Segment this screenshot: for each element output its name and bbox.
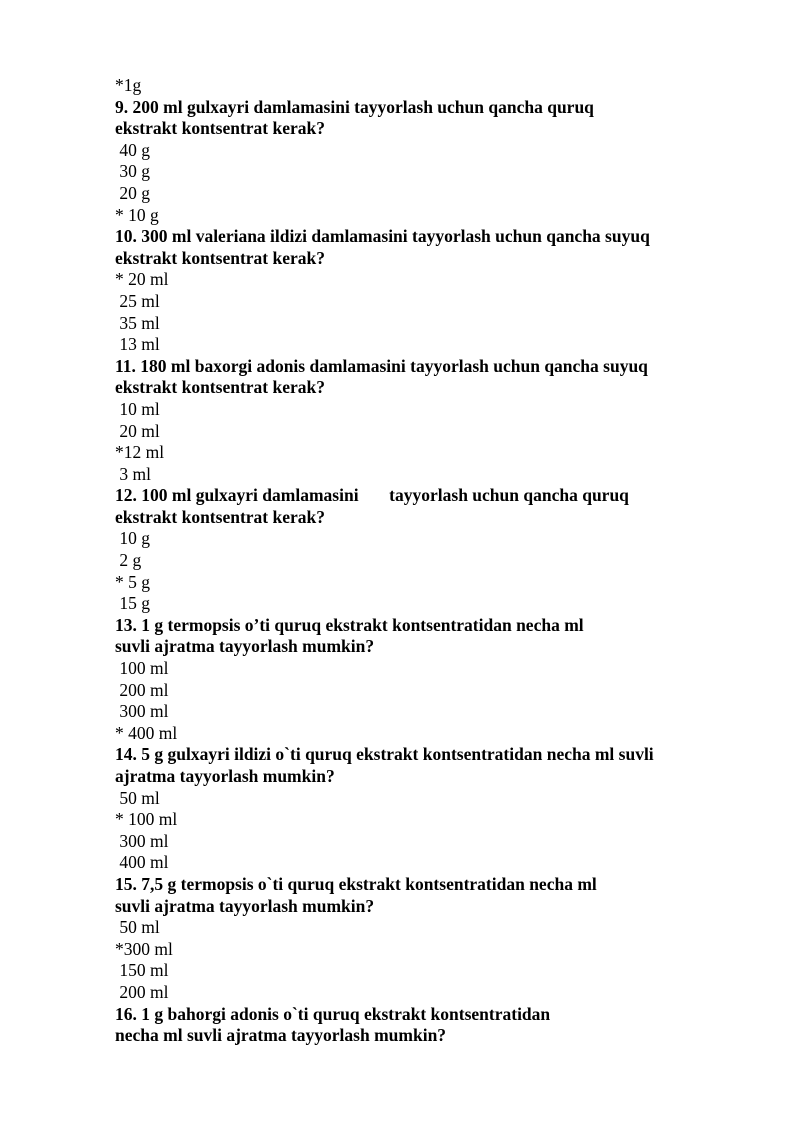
answer-option: 300 ml (115, 701, 169, 722)
question-text: ekstrakt kontsentrat kerak? (115, 377, 325, 398)
answer-option: 35 ml (115, 312, 160, 333)
answer-option: 200 ml (115, 981, 169, 1002)
question-text: ekstrakt kontsentrat kerak? (115, 118, 325, 139)
answer-option: 25 ml (115, 290, 160, 311)
answer-option: 10 ml (115, 398, 160, 419)
question-text: 11. 180 ml baxorgi adonis damlamasini tayyorlash uchun qancha suyuq (115, 355, 648, 376)
answer-option-correct: * 100 ml (115, 809, 178, 830)
answer-option: 40 g (115, 139, 150, 160)
answer-option: 13 ml (115, 334, 160, 355)
question-text: 9. 200 ml gulxayri damlamasini tayyorlash uchun qancha quruq (115, 96, 594, 117)
question-15 (115, 874, 715, 1004)
question-text: ekstrakt kontsentrat kerak? (115, 506, 325, 527)
question-text: 10. 300 ml valeriana ildizi damlamasini tayyorlash uchun qancha suyuq (115, 226, 650, 247)
question-12 (115, 485, 715, 615)
answer-option: 50 ml (115, 917, 160, 938)
answer-option: 150 ml (115, 960, 169, 981)
answer-option: 3 ml (115, 463, 151, 484)
question-text: 16. 1 g bahorgi adonis o`ti quruq ekstrakt kontsentratidan (115, 1003, 551, 1024)
question-text: 13. 1 g termopsis o’ti quruq ekstrakt kontsentratidan necha ml (115, 614, 584, 635)
answer-option: 100 ml (115, 658, 169, 679)
answer-option-correct: * 10 g (115, 204, 159, 225)
answer-option-correct: *12 ml (115, 442, 165, 463)
quiz-content (115, 75, 715, 1047)
answer-option-correct: *300 ml (115, 938, 173, 959)
question-11 (115, 356, 715, 486)
question-text: necha ml suvli ajratma tayyorlash mumkin? (115, 1025, 447, 1046)
answer-option: 50 ml (115, 787, 160, 808)
answer-option-correct: * 20 ml (115, 269, 169, 290)
question-text: ajratma tayyorlash mumkin? (115, 766, 335, 786)
question-10 (115, 226, 715, 356)
question-text: suvli ajratma tayyorlash mumkin? (115, 636, 375, 657)
answer-option: 10 g (115, 528, 150, 549)
answer-option: 400 ml (115, 852, 169, 873)
answer-option: 200 ml (115, 679, 169, 700)
question-text: 14. 5 g gulxayri ildizi o`ti quruq ekstrakt kontsentratidan necha ml suvli (115, 744, 654, 765)
question-text: 12. 100 ml gulxayri damlamasini tayyorlash uchun qancha quruq (115, 485, 629, 506)
answer-option: 20 ml (115, 420, 160, 441)
question-14 (115, 744, 715, 874)
question-9 (115, 97, 715, 227)
answer-option: 2 g (115, 550, 142, 571)
answer-option-correct: * 5 g (115, 571, 150, 592)
question-text: ekstrakt kontsentrat kerak? (115, 247, 325, 268)
question-text: 15. 7,5 g termopsis o`ti quruq ekstrakt kontsentratidan necha ml (115, 873, 597, 894)
answer-option: 300 ml (115, 830, 169, 851)
question-text: suvli ajratma tayyorlash mumkin? (115, 895, 375, 916)
question-13 (115, 615, 715, 745)
answer-option: 20 g (115, 182, 150, 203)
answer-option-correct: * 400 ml (115, 722, 178, 743)
answer-option: 15 g (115, 593, 150, 614)
question-16 (115, 1004, 715, 1047)
answer-option: 30 g (115, 161, 150, 182)
leading-answer: *1g (115, 75, 142, 95)
